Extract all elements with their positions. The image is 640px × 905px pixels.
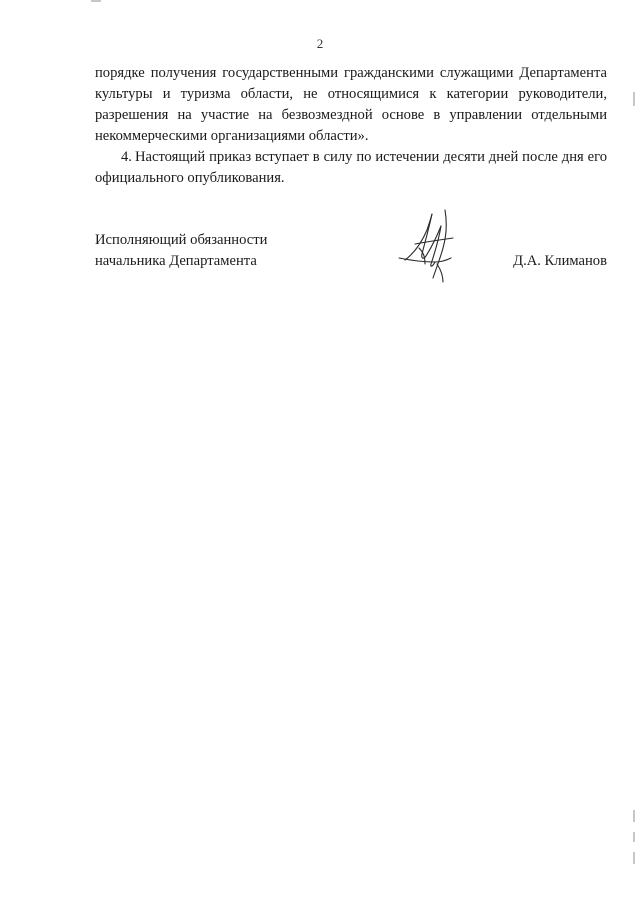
- paragraph-text: Настоящий приказ вступает в силу по истечении десяти дней после дня его официального опубликования.: [95, 149, 607, 186]
- handwritten-signature: [395, 208, 465, 284]
- page-number: 2: [316, 36, 324, 51]
- signer-title-line-2: начальника Департамента: [95, 253, 257, 269]
- paragraph-number: 4.: [121, 149, 132, 165]
- signer-title: [95, 230, 267, 272]
- scan-edge-mark: [91, 0, 101, 2]
- scan-edge-mark: [633, 832, 635, 842]
- paragraph-continued: порядке получения государственными гражданскими служащими Департамента культуры и туризма области, не относящимися к категории руководители, разрешения на участие на безвозмездной основе в управлении отдельными некоммерческими организациями области».: [95, 65, 607, 144]
- paragraph-4: [95, 147, 607, 189]
- signer-name: Д.А. Климанов: [513, 253, 607, 269]
- scan-edge-mark: [633, 810, 635, 822]
- scan-edge-mark: [633, 852, 635, 864]
- signature-block: [95, 230, 607, 290]
- scan-edge-mark: [633, 92, 635, 106]
- signer-title-line-1: Исполняющий обязанности: [95, 232, 268, 248]
